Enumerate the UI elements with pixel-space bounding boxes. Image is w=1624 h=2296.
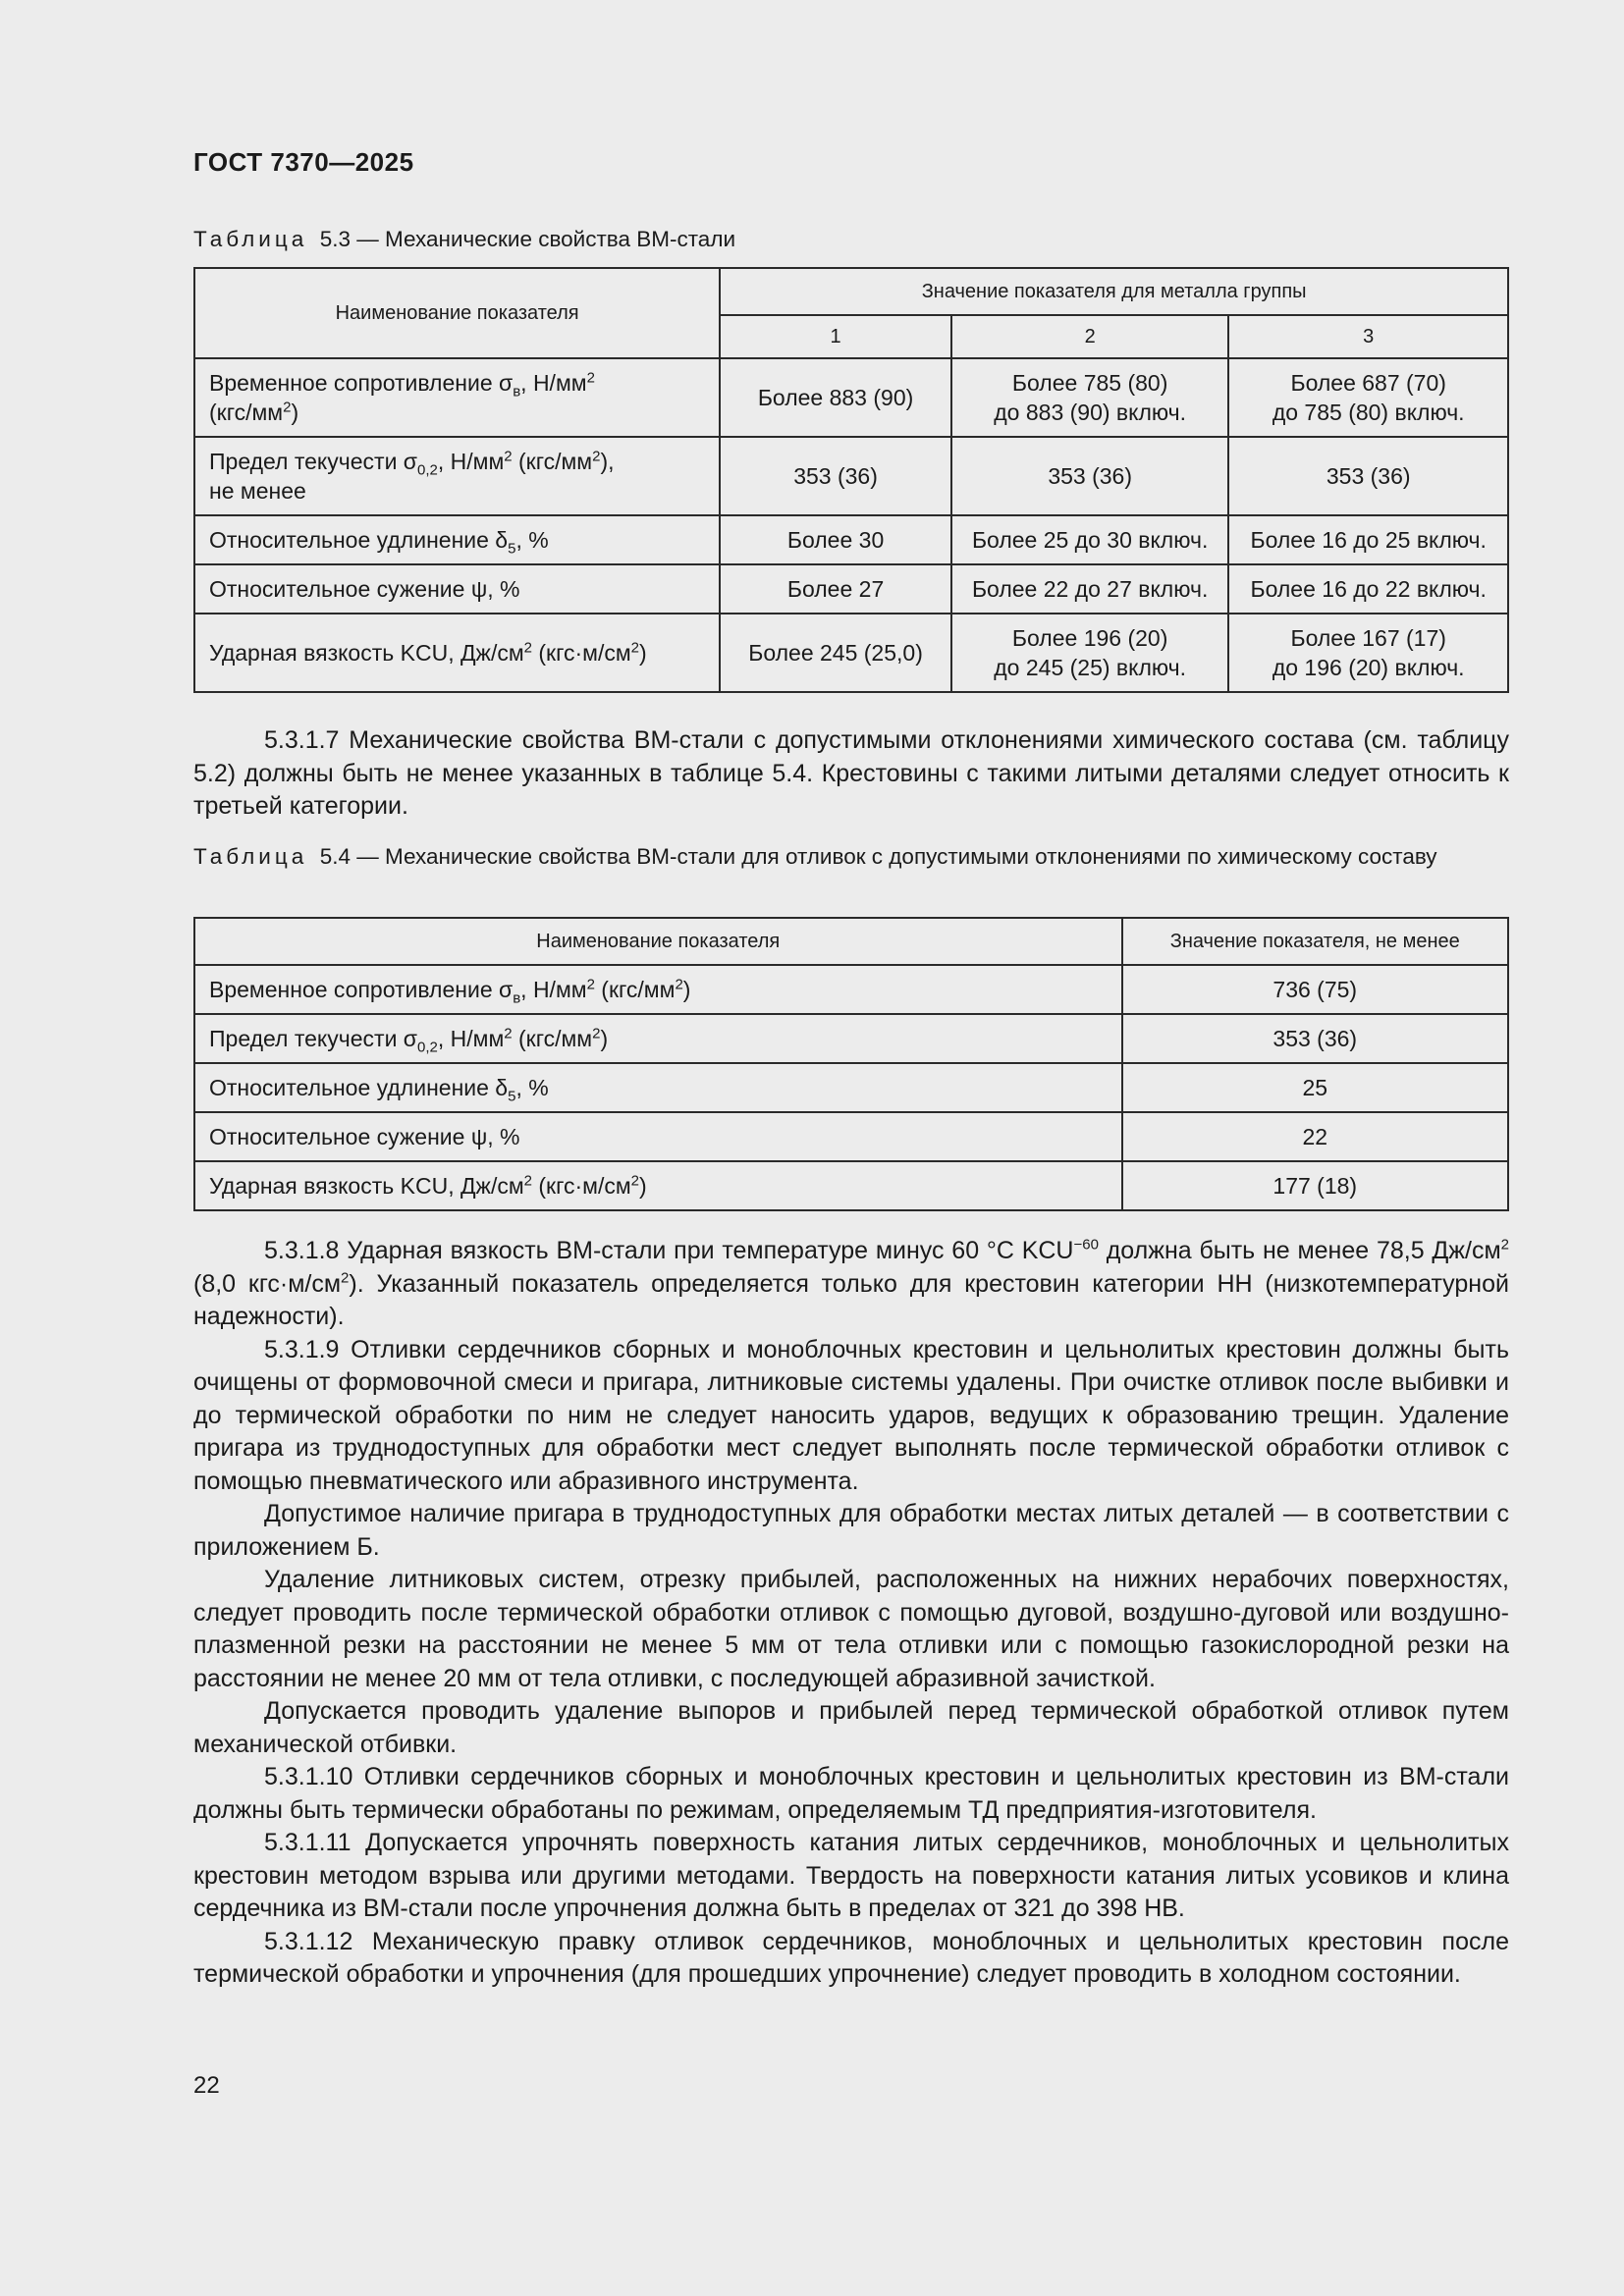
table2-caption bbox=[193, 842, 1509, 872]
table2-row2-value: 353 (36) bbox=[1122, 1014, 1508, 1063]
table1-row4-name: Относительное сужение ψ, % bbox=[194, 564, 720, 614]
table1-row4-g1: Более 27 bbox=[720, 564, 951, 614]
paragraph-allowed-burn: Допустимое наличие пригара в труднодоступных для обработки местах литых деталей — в соответствии с приложением Б. bbox=[193, 1500, 1509, 1561]
table1-caption bbox=[193, 225, 735, 254]
table2-row3-name: Относительное удлинение $\delta_5$, % bbox=[194, 1063, 1122, 1112]
paragraph-5-3-1-8: 5.3.1.8 Ударная вязкость ВМ-стали при температуре минус 60 °С $KCU^{-60}$ должна быть не менее 78,5 $Дж/см^2$ (8,0 $кгс\cdot м/см^2$). Указанный показатель определяется только для крестовин категории НН (низкотемпературной надежности). bbox=[193, 1236, 1510, 1330]
table1-row5-g1: Более 245 (25,0) bbox=[720, 614, 951, 692]
table2-caption-text: 5.4 — Механические свойства ВМ-стали для отливок с допустимыми отклонениями по химическому составу bbox=[319, 844, 1437, 869]
paragraph-5-3-1-7: 5.3.1.7 Механические свойства ВМ-стали с допустимыми отклонениями химического состава (см. таблицу 5.2) должны быть не менее указанных в таблице 5.4. Крестовины с такими литыми деталями следует относить к третьей категории. bbox=[193, 726, 1509, 820]
table-5-3 bbox=[193, 267, 1509, 693]
table1-row2-g3: 353 (36) bbox=[1228, 437, 1508, 515]
table1-group-3: 3 bbox=[1228, 315, 1508, 358]
table1-caption-text: 5.3 — Механические свойства ВМ-стали bbox=[319, 227, 736, 251]
page-number: 22 bbox=[193, 2072, 220, 2099]
table1-row1-g2: Более 785 (80) до 883 (90) включ. bbox=[951, 358, 1229, 437]
paragraph-gate-removal: Удаление литниковых систем, отрезку прибылей, расположенных на нижних нерабочих поверхностях, следует проводить после термической обработки отливок с помощью дуговой, воздушно-дуговой или воздушно-плазменной резки на расстоянии не менее 5 мм от тела отливки или с помощью газокислородной резки на расстоянии не менее 20 мм от тела отливки, с последующей абразивной зачисткой. bbox=[193, 1566, 1509, 1692]
table2-col-value: Значение показателя, не менее bbox=[1122, 918, 1508, 965]
table1-row3-g2: Более 25 до 30 включ. bbox=[951, 515, 1229, 564]
table2-caption-label: Таблица bbox=[193, 844, 308, 869]
table-5-4 bbox=[193, 917, 1509, 1211]
paragraph-5-3-1-9: 5.3.1.9 Отливки сердечников сборных и моноблочных крестовин и цельнолитых крестовин должны быть очищены от формовочной смеси и пригара, литниковые системы удалены. При очистке отливок после выбивки и до термической обработки по ним не следует наносить ударов, ведущих к образованию трещин. Удаление пригара из труднодоступных для обработки мест следует выполнять после термической обработки отливок с помощью пневматического или абразивного инструмента. bbox=[193, 1335, 1509, 1495]
table-row bbox=[194, 1112, 1508, 1161]
table1-col-name: Наименование показателя bbox=[194, 268, 720, 358]
table2-row1-name: Временное сопротивление $\sigma_в$, $Н/мм^2$ $(кгс/мм^2)$ bbox=[194, 965, 1122, 1014]
table1-row5-name: Ударная вязкость KCU, $Дж/см^2$ $(кгс\cdot м/см^2)$ bbox=[194, 614, 720, 692]
table-row bbox=[194, 614, 1508, 692]
table2-row4-name: Относительное сужение ψ, % bbox=[194, 1112, 1122, 1161]
table-row bbox=[194, 1161, 1508, 1210]
table1-row4-g3: Более 16 до 22 включ. bbox=[1228, 564, 1508, 614]
table-row bbox=[194, 358, 1508, 437]
table1-row2-g2: 353 (36) bbox=[951, 437, 1229, 515]
table-row bbox=[194, 515, 1508, 564]
body-text bbox=[193, 1235, 1509, 1992]
paragraph-5-3-1-11: 5.3.1.11 Допускается упрочнять поверхность катания литых сердечников, моноблочных и цельнолитых крестовин методом взрыва или другими методами. Твердость на поверхности катания литых усовиков и клина сердечника из ВМ-стали после упрочнения должна быть в пределах от 321 до 398 HB. bbox=[193, 1829, 1509, 1922]
table1-row4-g2: Более 22 до 27 включ. bbox=[951, 564, 1229, 614]
document-header: ГОСТ 7370—2025 bbox=[193, 147, 414, 177]
table1-col-group: Значение показателя для металла группы bbox=[720, 268, 1508, 315]
table-row bbox=[194, 564, 1508, 614]
table2-row5-name: Ударная вязкость KCU, $Дж/см^2$ $(кгс\cdot м/см^2)$ bbox=[194, 1161, 1122, 1210]
table1-row2-name: Предел текучести $\sigma_{0,2}$, $Н/мм^2$ $(кгс/мм^2)$, не менее bbox=[194, 437, 720, 515]
table1-row3-g3: Более 16 до 25 включ. bbox=[1228, 515, 1508, 564]
table2-col-name: Наименование показателя bbox=[194, 918, 1122, 965]
paragraph-5-3-1-10: 5.3.1.10 Отливки сердечников сборных и моноблочных крестовин и цельнолитых крестовин из ВМ-стали должны быть термически обработаны по режимам, определяемым ТД предприятия-изготовителя. bbox=[193, 1763, 1509, 1824]
table1-row1-g3: Более 687 (70) до 785 (80) включ. bbox=[1228, 358, 1508, 437]
paragraph-riser-removal: Допускается проводить удаление выпоров и прибылей перед термической обработкой отливок путем механической отбивки. bbox=[193, 1697, 1509, 1758]
table2-row2-name: Предел текучести $\sigma_{0,2}$, $Н/мм^2$ $(кгс/мм^2)$ bbox=[194, 1014, 1122, 1063]
table2-row4-value: 22 bbox=[1122, 1112, 1508, 1161]
table-row bbox=[194, 965, 1508, 1014]
table1-row1-name: Временное сопротивление $\sigma_в$, $Н/мм^2$ $(кгс/мм^2)$ bbox=[194, 358, 720, 437]
table1-row3-g1: Более 30 bbox=[720, 515, 951, 564]
table1-row2-g1: 353 (36) bbox=[720, 437, 951, 515]
table2-row1-value: 736 (75) bbox=[1122, 965, 1508, 1014]
table2-row5-value: 177 (18) bbox=[1122, 1161, 1508, 1210]
table-row bbox=[194, 1063, 1508, 1112]
table1-row5-g3: Более 167 (17) до 196 (20) включ. bbox=[1228, 614, 1508, 692]
table1-row5-g2: Более 196 (20) до 245 (25) включ. bbox=[951, 614, 1229, 692]
table-row bbox=[194, 1014, 1508, 1063]
table1-row1-g1: Более 883 (90) bbox=[720, 358, 951, 437]
table2-row3-value: 25 bbox=[1122, 1063, 1508, 1112]
paragraph-5-3-1-12: 5.3.1.12 Механическую правку отливок сердечников, моноблочных и цельнолитых крестовин после термической обработки и упрочнения (для прошедших упрочнение) следует проводить в холодном состоянии. bbox=[193, 1927, 1509, 1988]
table1-group-2: 2 bbox=[951, 315, 1229, 358]
table1-row3-name: Относительное удлинение $\delta_5$, % bbox=[194, 515, 720, 564]
table1-caption-label: Таблица bbox=[193, 227, 308, 251]
table1-group-1: 1 bbox=[720, 315, 951, 358]
table-row bbox=[194, 437, 1508, 515]
